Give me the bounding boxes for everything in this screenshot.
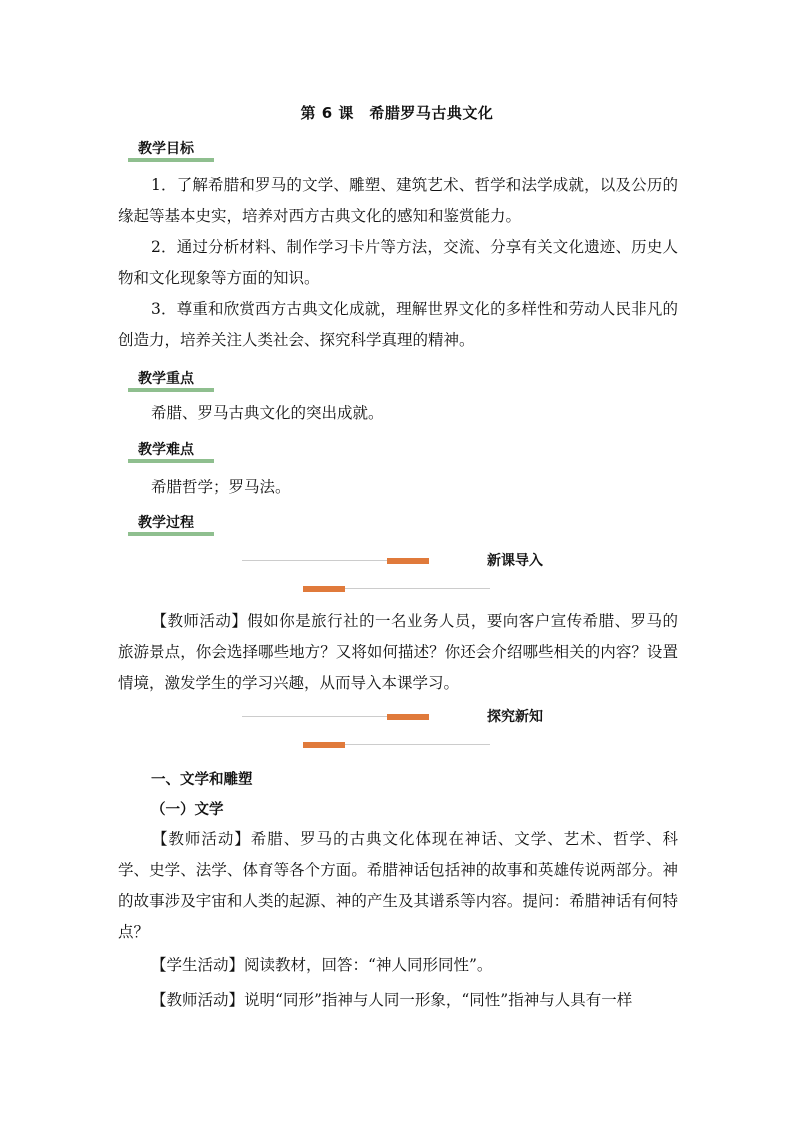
section-label: 教学过程 [138,515,194,531]
header-intro [0,550,794,610]
divider-line [242,716,387,717]
heading-literature-sculpture: 一、文学和雕塑 [151,772,253,788]
section-underline [128,158,214,162]
divider-accent [303,742,345,748]
explore-paragraph-1: 【教师活动】希腊、罗马的古典文化体现在神话、文学、艺术、哲学、科学、史学、法学、体育等各个方面。希腊神话包括神的故事和英雄传说两部分。神的故事涉及宇宙和人类的起源、神的产生及其谱系等内容。提问：希腊神话有何特点？ [118,830,678,941]
section-difficulties [128,441,214,463]
section-label: 教学难点 [138,442,194,458]
section-underline [128,459,214,463]
header-explore-label: 探究新知 [487,709,543,725]
divider-accent [387,714,429,720]
heading-literature: （一）文学 [151,802,224,818]
key-points-text: 希腊、罗马古典文化的突出成就。 [151,404,384,422]
explore-paragraph-2: 【学生活动】阅读教材，回答：“神人同形同性”。 [151,956,493,974]
intro-paragraph: 【教师活动】假如你是旅行社的一名业务人员，要向客户宣传希腊、罗马的旅游景点，你会选择哪些地方？又将如何描述？你还会介绍哪些相关的内容？设置情境，激发学生的学习兴趣，从而导入本课学习。 [118,612,678,692]
header-explore [0,706,794,766]
divider-line [242,560,387,561]
header-intro-label: 新课导入 [487,553,543,569]
divider-accent [303,586,345,592]
section-label: 教学目标 [138,141,194,157]
section-objectives [128,140,214,162]
section-underline [128,388,214,392]
objective-1: 1．了解希腊和罗马的文学、雕塑、建筑艺术、哲学和法学成就，以及公历的缘起等基本史实，培养对西方古典文化的感知和鉴赏能力。 [118,176,678,225]
divider-accent [387,558,429,564]
section-label: 教学重点 [138,371,194,387]
difficulties-text: 希腊哲学；罗马法。 [151,478,291,496]
explore-paragraph-3: 【教师活动】说明“同形”指神与人同一形象，“同性”指神与人具有一样 [151,991,633,1009]
lesson-title: 第 6 课 希腊罗马古典文化 [300,104,494,122]
objective-2: 2．通过分析材料、制作学习卡片等方法，交流、分享有关文化遗迹、历史人物和文化现象等方面的知识。 [118,238,678,287]
section-key-points [128,370,214,392]
section-underline [128,532,214,536]
divider-line [345,744,490,745]
objective-3: 3．尊重和欣赏西方古典文化成就，理解世界文化的多样性和劳动人民非凡的创造力，培养关注人类社会、探究科学真理的精神。 [118,300,678,349]
divider-line [345,588,490,589]
section-process [128,514,214,536]
